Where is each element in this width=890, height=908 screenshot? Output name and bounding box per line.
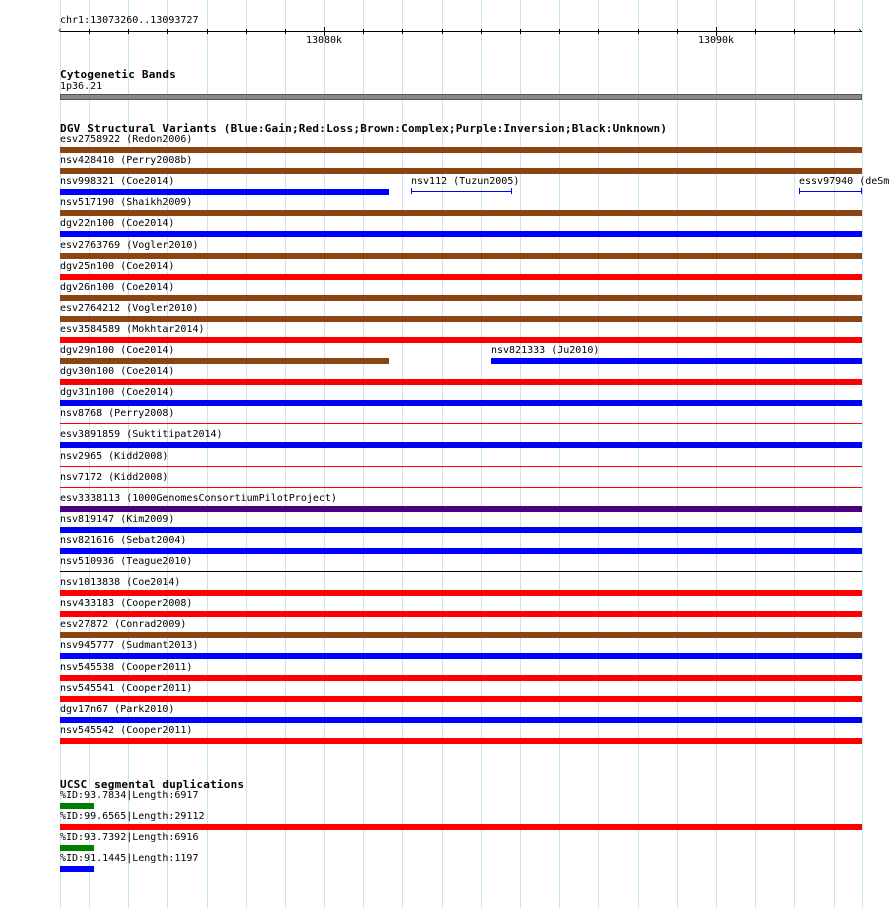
variant-span-cap [411,188,412,194]
variant-label: nsv1013838 (Coe2014) [60,577,181,588]
variant-label: esv27872 (Conrad2009) [60,619,187,630]
variant-bar[interactable] [60,442,862,448]
ruler [0,0,890,60]
variant-bar[interactable] [60,717,862,723]
variant-label: nsv112 (Tuzun2005) [411,176,520,187]
variant-bar[interactable] [60,506,862,512]
variant-label: dgv30n100 (Coe2014) [60,366,175,377]
grid-line [285,0,286,908]
variant-label: dgv26n100 (Coe2014) [60,282,175,293]
ruler-tick [89,29,90,34]
variant-label: esv3891859 (Suktitipat2014) [60,429,223,440]
ruler-tick-label: 13080k [305,35,343,46]
grid-line [677,0,678,908]
segdup-bar[interactable] [60,803,94,809]
cytoband-bar[interactable] [60,94,862,100]
variant-bar[interactable] [60,466,862,467]
variant-bar[interactable] [60,337,862,343]
variant-bar[interactable] [60,400,862,406]
segdup-label: %ID:93.7834|Length:6917 [60,790,199,801]
variant-span-cap [861,188,862,194]
grid-line [520,0,521,908]
variant-bar[interactable] [60,632,862,638]
variant-label: dgv22n100 (Coe2014) [60,218,175,229]
variant-label: nsv821333 (Ju2010) [491,345,600,356]
ruler-tick [285,29,286,34]
grid-line [834,0,835,908]
variant-label: dgv29n100 (Coe2014) [60,345,175,356]
variant-bar[interactable] [60,189,389,195]
grid-line [716,0,717,908]
variant-label: nsv819147 (Kim2009) [60,514,175,525]
ruler-tick [442,29,443,34]
variant-bar[interactable] [60,423,862,424]
grid-line [598,0,599,908]
ruler-tick [246,29,247,34]
variant-bar[interactable] [60,253,862,259]
ruler-tick [363,29,364,34]
variant-label: nsv7172 (Kidd2008) [60,472,169,483]
ruler-tick [481,29,482,34]
segdup-label: %ID:93.7392|Length:6916 [60,832,199,843]
ruler-tick-label: 13090k [697,35,735,46]
ruler-tick [677,29,678,34]
variant-span[interactable] [799,191,862,192]
segdup-bar[interactable] [60,845,94,851]
ruler-tick [638,29,639,34]
variant-bar[interactable] [60,295,862,301]
cytoband-track-title[interactable]: Cytogenetic Bands [60,68,176,81]
variant-span-cap [799,188,800,194]
variant-bar[interactable] [60,696,862,702]
variant-label: nsv821616 (Sebat2004) [60,535,187,546]
variant-label: esv3584589 (Mokhtar2014) [60,324,205,335]
grid-line [402,0,403,908]
variant-label: dgv31n100 (Coe2014) [60,387,175,398]
variant-label: nsv945777 (Sudmant2013) [60,640,199,651]
variant-label: nsv433183 (Cooper2008) [60,598,193,609]
ruler-tick [559,29,560,34]
variant-label: dgv25n100 (Coe2014) [60,261,175,272]
variant-bar[interactable] [60,611,862,617]
segdup-bar[interactable] [60,866,94,872]
dgv-track-title[interactable]: DGV Structural Variants (Blue:Gain;Red:Loss;Brown:Complex;Purple:Inversion;Black:Unknown) [60,122,668,135]
ruler-tick [207,29,208,34]
variant-bar[interactable] [60,571,862,572]
variant-bar[interactable] [60,358,389,364]
ruler-tick [794,29,795,34]
variant-label: nsv517190 (Shaikh2009) [60,197,193,208]
grid-line [755,0,756,908]
variant-bar[interactable] [60,527,862,533]
variant-bar[interactable] [60,653,862,659]
variant-label: nsv428410 (Perry2008b) [60,155,193,166]
variant-bar[interactable] [60,168,862,174]
variant-bar[interactable] [60,548,862,554]
ruler-tick [834,29,835,34]
ruler-tick [167,29,168,34]
grid-line [442,0,443,908]
variant-label: nsv510936 (Teague2010) [60,556,193,567]
grid-line [559,0,560,908]
variant-label: esv2763769 (Vogler2010) [60,240,199,251]
grid-line [324,0,325,908]
variant-bar[interactable] [491,358,862,364]
variant-bar[interactable] [60,590,862,596]
variant-bar[interactable] [60,274,862,280]
ruler-tick [598,29,599,34]
variant-label: esv2758922 (Redon2006) [60,134,193,145]
grid-line [638,0,639,908]
variant-label: nsv545538 (Cooper2011) [60,662,193,673]
arrow-right-icon: › [857,26,863,36]
ruler-tick [520,29,521,34]
ruler-line [60,31,862,32]
variant-label: nsv545542 (Cooper2011) [60,725,193,736]
grid-line [246,0,247,908]
variant-bar[interactable] [60,316,862,322]
grid-line [862,0,863,908]
variant-bar[interactable] [60,675,862,681]
variant-label: nsv998321 (Coe2014) [60,176,175,187]
variant-span-cap [511,188,512,194]
grid-line [794,0,795,908]
variant-bar[interactable] [60,210,862,216]
grid-line [363,0,364,908]
ruler-tick [402,29,403,34]
grid-line [481,0,482,908]
ruler-tick [128,29,129,34]
variant-label: esv3338113 (1000GenomesConsortiumPilotProject) [60,493,337,504]
variant-bar[interactable] [60,487,862,488]
variant-label: dgv17n67 (Park2010) [60,704,175,715]
variant-bar[interactable] [60,738,862,744]
variant-label: nsv545541 (Cooper2011) [60,683,193,694]
variant-label: nsv8768 (Perry2008) [60,408,175,419]
segdup-label: %ID:91.1445|Length:1197 [60,853,199,864]
ruler-tick [755,29,756,34]
variant-bar[interactable] [60,379,862,385]
variant-label: essv97940 (deSm [799,176,890,187]
variant-label: nsv2965 (Kidd2008) [60,451,169,462]
variant-bar[interactable] [60,231,862,237]
grid-line [207,0,208,908]
segdup-bar[interactable] [60,824,862,830]
variant-bar[interactable] [60,147,862,153]
variant-span[interactable] [411,191,512,192]
segdup-track-title[interactable]: UCSC segmental duplications [60,778,245,791]
variant-label: esv2764212 (Vogler2010) [60,303,199,314]
arrow-left-icon: ‹ [57,26,63,36]
location-label: chr1:13073260..13093727 [60,15,199,26]
segdup-label: %ID:99.6565|Length:29112 [60,811,205,822]
cytoband-label: 1p36.21 [60,81,103,92]
